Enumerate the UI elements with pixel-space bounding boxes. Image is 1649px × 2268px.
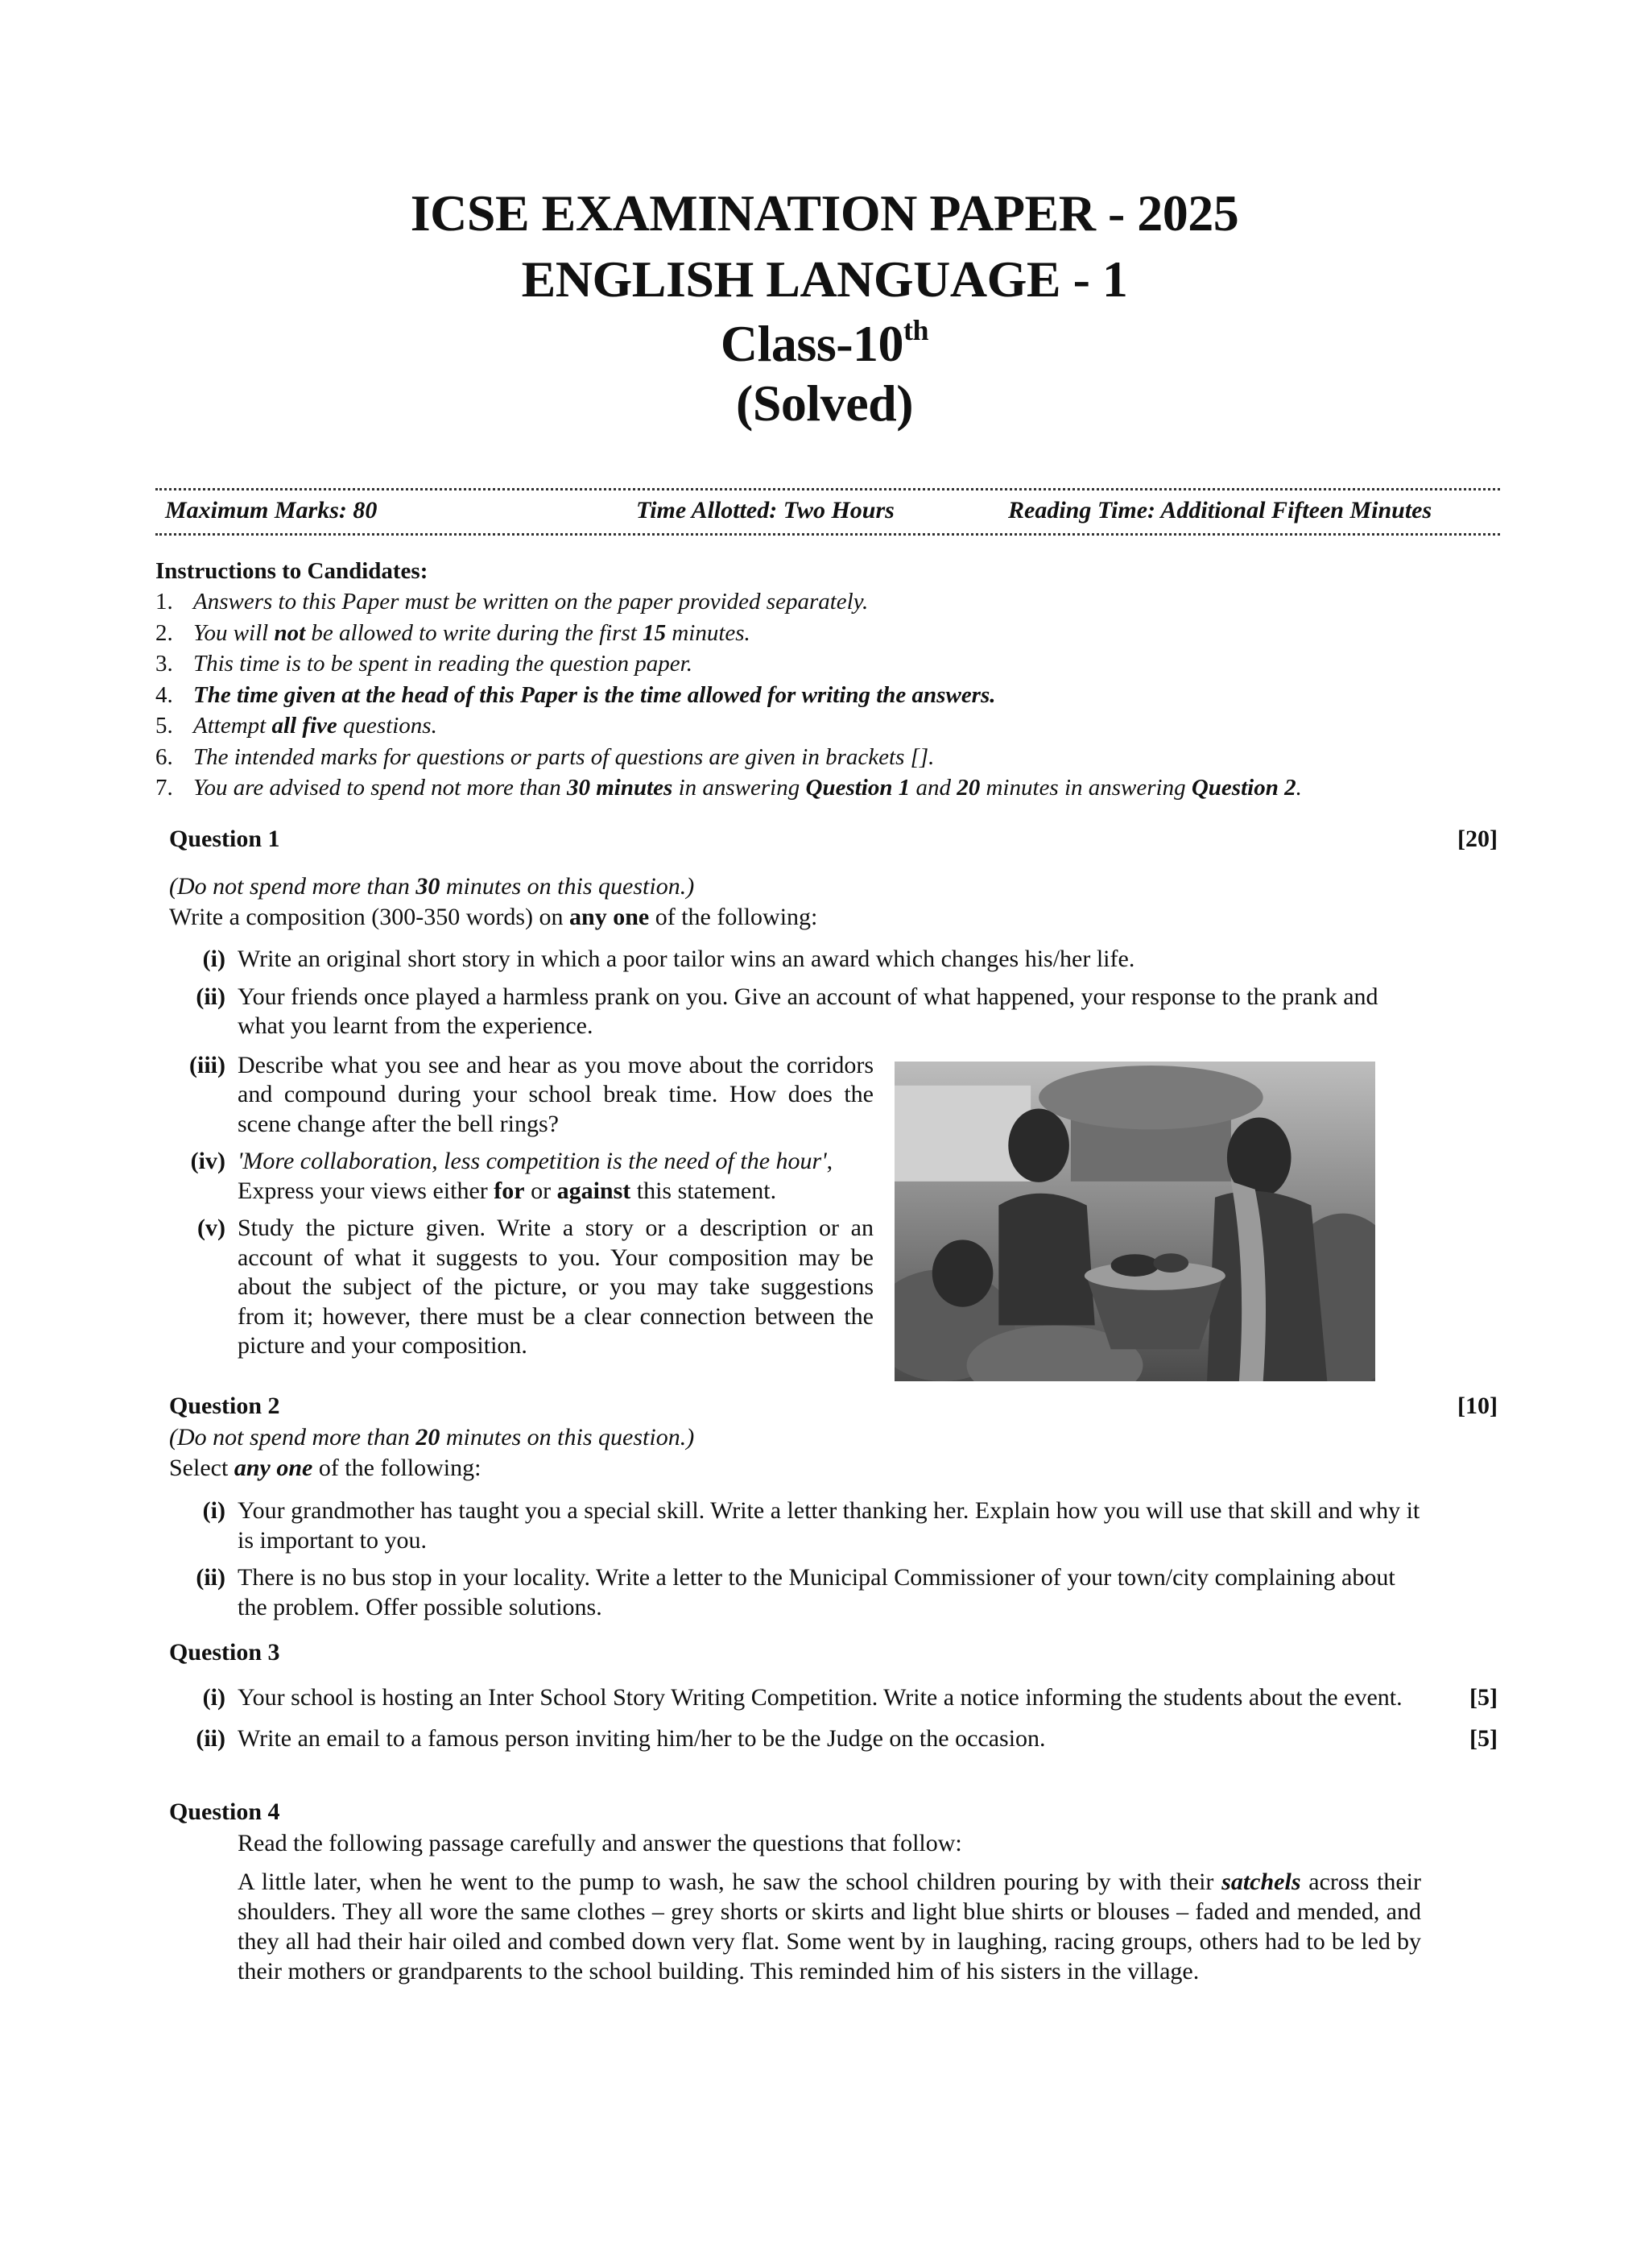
option-text: [238, 1147, 874, 1206]
emphasis: 20: [415, 1424, 440, 1451]
text-run: minutes.: [666, 619, 750, 646]
question-heading-row: [169, 1390, 1498, 1422]
option-number: (i): [202, 1684, 225, 1711]
text-run: You will: [193, 619, 275, 646]
question-heading-row: [169, 1637, 1498, 1669]
instruction-number: 5.: [155, 713, 173, 739]
option-item: [169, 1496, 1498, 1555]
instruction-text: [193, 772, 1302, 804]
text-run: in answering: [672, 775, 806, 801]
reading-time: Reading Time: Additional Fifteen Minutes: [1008, 497, 1432, 524]
instructions: [155, 556, 1508, 804]
composition-picture: [895, 1062, 1375, 1381]
question-3: [169, 1637, 1498, 1753]
instruction-text: [193, 618, 750, 649]
option-number: (i): [202, 1497, 225, 1524]
class-title: [0, 314, 1649, 372]
option-number: (ii): [196, 1724, 225, 1752]
text-run: or: [524, 1177, 557, 1204]
dotted-divider-bottom: [155, 533, 1500, 536]
option-marks: [5]: [1469, 1724, 1498, 1752]
option-item: [169, 983, 1498, 1041]
option-text: Write an email to a famous person inviting him/her to be the Judge on the occasion.: [238, 1724, 1046, 1752]
option-item: [169, 1683, 1498, 1713]
text-run: of the following:: [312, 1455, 481, 1481]
text-run: A little later, when he went to the pump to wash, he saw the school children pouring by with their: [238, 1869, 1222, 1895]
question-lead: [169, 902, 1498, 933]
instructions-heading: Instructions to Candidates:: [155, 558, 428, 584]
instruction-number: 4.: [155, 681, 173, 708]
instruction-item: [155, 742, 1508, 773]
emphasis: against: [556, 1177, 631, 1204]
instruction-item: [155, 648, 1508, 680]
text-run: minutes in answering: [980, 775, 1192, 801]
question-2: [169, 1390, 1498, 1622]
title-block: [0, 184, 1649, 432]
question-heading: Question 1: [169, 826, 280, 852]
instruction-item: [155, 680, 1508, 711]
instruction-number: 6.: [155, 743, 173, 770]
instruction-number: 1.: [155, 589, 173, 615]
option-text: Your friends once played a harmless prank on you. Give an account of what happened, your response to the prank and what you learnt from the experience.: [238, 983, 1378, 1039]
solved-label: (Solved): [736, 375, 913, 432]
text-run: across their shoulders. They all wore the same clothes – grey shorts or skirts and light blue shirts or blouses – faded and mended, and they all had their hair oiled and combed down very flat. Some went by in laughing, racing groups, others had to be led by their mothers or grandparents to the school building. This reminded him of his sisters in the village.: [238, 1869, 1421, 1984]
instruction-item: [155, 618, 1508, 649]
text-run: questions.: [337, 713, 437, 739]
instruction-item: [155, 772, 1508, 804]
question-heading: Question 4: [169, 1798, 280, 1825]
question-heading: Question 2: [169, 1393, 280, 1419]
question-heading: Question 3: [169, 1639, 280, 1666]
time-allotted: Time Allotted: Two Hours: [636, 497, 895, 524]
option-number: (i): [202, 946, 225, 972]
instruction-number: 7.: [155, 775, 173, 801]
boy-body: [998, 1194, 1094, 1326]
text-run: (Do not spend more than: [169, 873, 416, 900]
emphasis: any one: [569, 904, 650, 930]
text-run: this statement.: [630, 1177, 777, 1204]
option-item: [169, 1724, 1498, 1754]
emphasis: 30 minutes: [567, 775, 673, 801]
vegetable-shape: [1153, 1253, 1188, 1273]
subject-title: ENGLISH LANGUAGE - 1: [521, 250, 1128, 308]
question-marks: [20]: [1457, 826, 1498, 852]
instruction-text: The intended marks for questions or parts of questions are given in brackets [].: [193, 743, 935, 770]
instruction-text: This time is to be spent in reading the question paper.: [193, 651, 692, 677]
boy-head: [1008, 1109, 1069, 1182]
option-text: There is no bus stop in your locality. Write a letter to the Municipal Commissioner of your town/city complaining about the problem. Offer possible solutions.: [238, 1564, 1395, 1620]
time-note: [169, 871, 1498, 902]
emphasis: 15: [643, 619, 667, 646]
option-number: (ii): [196, 1564, 225, 1591]
option-number: (ii): [196, 983, 225, 1010]
emphasis: all five: [271, 713, 337, 739]
option-number: (iii): [189, 1051, 225, 1078]
quoted-statement: 'More collaboration, less competition is the need of the hour': [238, 1148, 827, 1174]
instruction-number: 3.: [155, 651, 173, 677]
emphasis: 20: [957, 775, 981, 801]
class-suffix: th: [903, 314, 929, 346]
option-item: [169, 1563, 1498, 1622]
text-run: minutes on this question.): [440, 1424, 695, 1451]
time-note: [169, 1422, 1498, 1453]
text-run: minutes on this question.): [440, 873, 695, 900]
text-run: , Express your views either: [238, 1148, 833, 1204]
text-run: Attempt: [193, 713, 272, 739]
question-lead: Read the following passage carefully and answer the questions that follow:: [238, 1830, 962, 1856]
emphasis: Question 2: [1191, 775, 1296, 801]
text-run: of the following:: [649, 904, 818, 930]
option-text: Your school is hosting an Inter School Story Writing Competition. Write a notice informing the students about the event.: [238, 1684, 1403, 1711]
question-heading-row: [169, 1796, 1498, 1828]
text-run: (Do not spend more than: [169, 1424, 416, 1451]
question-4: [169, 1796, 1498, 1986]
woman-body: [1207, 1191, 1327, 1381]
text-run: Select: [169, 1455, 234, 1481]
text-run: .: [1296, 775, 1302, 801]
option-text: Write an original short story in which a poor tailor wins an award which changes his/her life.: [238, 946, 1135, 972]
question-marks: [10]: [1457, 1393, 1498, 1419]
instruction-item: [155, 586, 1508, 618]
question-heading-row: [169, 823, 1498, 855]
option-number: (v): [197, 1215, 225, 1241]
emphasis: any one: [234, 1455, 313, 1481]
question-lead: [169, 1453, 1498, 1484]
instruction-text: The time given at the head of this Paper is the time allowed for writing the answers.: [193, 681, 996, 708]
instruction-text: [193, 710, 437, 742]
text-run: You are advised to spend not more than: [193, 775, 567, 801]
vegetable-shape: [1111, 1254, 1159, 1277]
option-text: Your grandmother has taught you a special skill. Write a letter thanking her. Explain how you will use that skill and why it is important to you.: [238, 1497, 1420, 1554]
class-label: Class-10: [720, 315, 904, 372]
emphasis: not: [274, 619, 306, 646]
text-run: be allowed to write during the first: [305, 619, 643, 646]
dotted-divider-top: [155, 488, 1500, 490]
option-marks: [5]: [1469, 1684, 1498, 1711]
emphasis: 30: [415, 873, 440, 900]
option-item: [169, 945, 1498, 975]
option-text: Describe what you see and hear as you move about the corridors and compound during your school break time. How does the scene change after the bell rings?: [238, 1051, 874, 1137]
foliage-shape: [1039, 1066, 1263, 1129]
reading-passage: [169, 1867, 1421, 1986]
maximum-marks: Maximum Marks: 80: [165, 497, 378, 524]
option-text: Study the picture given. Write a story or a description or an account of what it suggests to you. Your composition may be about the subject of the picture, or you may take suggestions from it; however, there must be a clear connection between the picture and your composition.: [238, 1215, 874, 1359]
emphasis: satchels: [1221, 1869, 1301, 1895]
picture-illustration: [895, 1062, 1375, 1381]
emphasis: Question 1: [805, 775, 911, 801]
instruction-item: [155, 710, 1508, 742]
instruction-number: 2.: [155, 619, 173, 646]
text-run: and: [910, 775, 957, 801]
girl-head: [932, 1240, 994, 1306]
exam-title: ICSE EXAMINATION PAPER - 2025: [410, 184, 1239, 242]
option-number: (iv): [190, 1148, 225, 1174]
instruction-text: Answers to this Paper must be written on the paper provided separately.: [193, 589, 869, 615]
text-run: Write a composition (300-350 words) on: [169, 904, 570, 930]
emphasis: for: [494, 1177, 525, 1204]
